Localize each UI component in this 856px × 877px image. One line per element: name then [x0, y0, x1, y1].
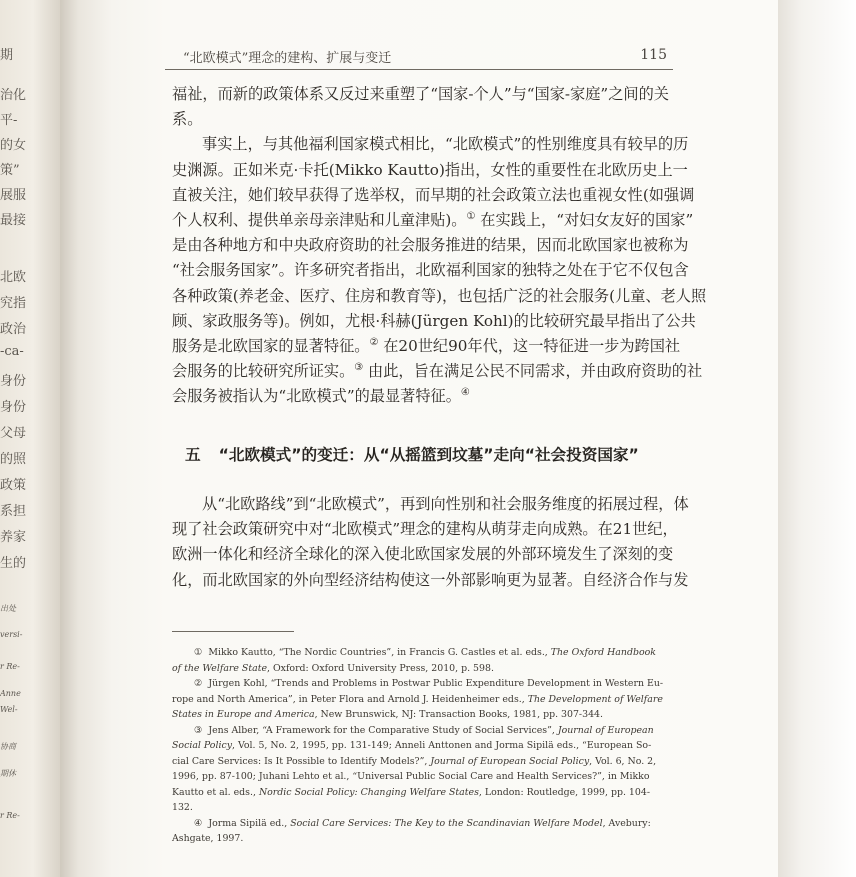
- text-line: 从“北欧路线”到“北欧模式”，再到向性别和社会服务维度的拓展过程，体: [202, 495, 689, 513]
- facing-page-fragment: 策”: [0, 163, 20, 178]
- body-text-lower: [172, 492, 689, 593]
- facing-page-fragment: 期: [0, 48, 14, 63]
- text-segment: 在20世纪90年代，这一特征进一步为跨国社: [383, 336, 681, 355]
- footnote-line: [172, 645, 672, 661]
- text-line: 顾、家政服务等)。例如，尤根·科赫(Jürgen Kohl)的比较研究最早指出了公共: [172, 311, 696, 330]
- footnote-text: Jorma Sipilä ed.,: [208, 817, 291, 829]
- text-segment: 在实践上，“对妇女友好的国家”: [480, 210, 694, 229]
- footnote-ref[interactable]: ①: [466, 210, 476, 222]
- text-line: 福祉，而新的政策体系又反过来重塑了“国家-个人”与“国家-家庭”之间的关: [172, 85, 669, 103]
- footnote-line: [172, 785, 672, 801]
- footnote-text: , London: Routledge, 1999, pp. 104-: [478, 786, 650, 798]
- footnote-title: The Oxford Handbook: [550, 647, 656, 658]
- footnote-title: of the Welfare State: [172, 662, 268, 674]
- footnote-title: Nordic Social Policy: Changing Welfare States: [258, 786, 479, 798]
- footnote-line: [172, 692, 672, 708]
- footnote-marker: ③: [194, 724, 203, 736]
- facing-page-fragment: 究指: [0, 296, 27, 311]
- text-line: 系。: [172, 110, 203, 129]
- text-line: 各种政策(养老金、医疗、住房和教育等)，也包括广泛的社会服务(儿童、老人照: [172, 286, 707, 305]
- section-number: 五: [185, 446, 201, 464]
- facing-page-fragment: 最接: [0, 213, 27, 228]
- facing-page-fragment: Anne: [0, 689, 21, 698]
- footnote-text: 132.: [172, 802, 193, 813]
- book-gutter: [60, 0, 112, 877]
- footnote-line: [172, 723, 672, 739]
- facing-page-fragment: 生的: [0, 556, 27, 571]
- facing-page-fragment: 的照: [0, 452, 27, 467]
- facing-page-fragment: 政治: [0, 322, 27, 337]
- facing-page-edge: [0, 0, 60, 877]
- footnote-text: Mikko Kautto, “The Nordic Countries”, in Francis G. Castles et al. eds.,: [208, 647, 551, 658]
- footnote-ref[interactable]: ④: [460, 387, 470, 399]
- facing-page-fragment: 出处: [0, 604, 16, 613]
- facing-page-fragment: 平-: [0, 113, 18, 128]
- facing-page-fragment: 北欧: [0, 270, 27, 285]
- facing-page-fragment: 的女: [0, 138, 27, 153]
- text-line: 是由各种地方和中央政府资助的社会服务推进的结果，因而北欧国家也被称为: [172, 236, 689, 255]
- facing-page-fragment: r Re-: [0, 662, 20, 671]
- footnote-text: Jürgen Kohl, “Trends and Problems in Postwar Public Expenditure Development in Western Eu-: [208, 678, 664, 689]
- footnote-separator: [172, 631, 294, 632]
- running-title: “北欧模式”理念的建构、扩展与变迁: [183, 51, 392, 66]
- footnote-text: , Oxford: Oxford University Press, 2010, p. 598.: [267, 662, 494, 674]
- text-segment: 个人权利、提供单亲母亲津贴和儿童津贴)。: [172, 210, 467, 229]
- footnote-marker: ②: [194, 678, 203, 689]
- text-line: 欧洲一体化和经济全球化的深入使北欧国家发展的外部环境发生了深刻的变: [172, 545, 674, 564]
- page-number: 115: [640, 47, 667, 63]
- facing-page-fragment: 父母: [0, 426, 27, 441]
- footnote-marker: ④: [194, 817, 203, 829]
- footnote-text: 1996, pp. 87-100; Juhani Lehto et al., “Universal Public Social Care and Health Services?”, in Mikko: [172, 771, 650, 782]
- footnote-text: , Vol. 6, No. 2,: [589, 755, 657, 767]
- text-segment: 会服务被指认为“北欧模式”的最显著特征。: [172, 387, 461, 406]
- footnote-title: The Development of Welfare: [527, 693, 663, 705]
- footnote-title: Social Care Services: The Key to the Scandinavian Welfare Model: [290, 817, 603, 829]
- text-line: 化，而北欧国家的外向型经济结构使这一外部影响更为显著。自经济合作与发: [172, 570, 689, 589]
- text-line: 直被关注，她们较早获得了选举权，而早期的社会政策立法也重视女性(如强调: [172, 185, 695, 204]
- facing-page-fragment: r Re-: [0, 811, 20, 820]
- facing-page-fragment: versi-: [0, 630, 23, 639]
- body-text-upper: [172, 82, 707, 409]
- footnote-line: [172, 676, 672, 692]
- footnote-line: [172, 816, 672, 832]
- footnote-text: , Vol. 5, No. 2, 1995, pp. 131-149; Anneli Anttonen and Jorma Sipilä eds., “European So-: [232, 740, 652, 751]
- footnote-title: Journal of European Social Policy: [430, 755, 590, 767]
- footnotes: [172, 645, 672, 847]
- text-segment: 由此，旨在满足公民不同需求，并由政府资助的社: [368, 362, 703, 381]
- facing-page-fragment: 展服: [0, 188, 27, 203]
- text-line: [172, 334, 681, 359]
- footnote-text: cial Care Services: Is It Possible to Identify Models?”,: [172, 755, 431, 767]
- facing-page-fragment: 期休: [0, 769, 16, 778]
- footnote-line: [172, 661, 672, 677]
- facing-page-fragment: 治化: [0, 88, 27, 103]
- footnote-text: Kautto et al. eds.,: [172, 786, 259, 798]
- footnote-text: Jens Alber, “A Framework for the Comparative Study of Social Services”,: [208, 724, 558, 736]
- text-segment: 服务是北欧国家的显著特征。: [172, 336, 370, 355]
- footnote-line: [172, 769, 672, 785]
- facing-page-fragment: 政策: [0, 478, 27, 493]
- footnote-text: Ashgate, 1997.: [172, 833, 244, 844]
- page-edge: [778, 0, 856, 877]
- running-header: [165, 45, 673, 70]
- footnote-ref[interactable]: ③: [354, 362, 364, 373]
- facing-page-fragment: 身份: [0, 400, 27, 415]
- facing-page-fragment: 养家: [0, 530, 27, 545]
- text-line: 事实上，与其他福利国家模式相比，“北欧模式”的性别维度具有较早的历: [202, 135, 689, 154]
- facing-page-fragment: -ca-: [0, 344, 24, 359]
- footnote-title: Journal of European: [557, 724, 654, 736]
- facing-page-fragment: 协商: [0, 742, 16, 751]
- facing-page-fragment: 系担: [0, 504, 27, 519]
- footnote-line: [172, 754, 672, 770]
- footnote-marker: ①: [194, 647, 203, 658]
- text-line: 史渊源。正如米克·卡托(Mikko Kautto)指出，女性的重要性在北欧历史上一: [172, 160, 688, 179]
- footnote-line: [172, 800, 672, 816]
- text-segment: 会服务的比较研究所证实。: [172, 362, 355, 381]
- footnote-title: States in Europe and America: [172, 709, 315, 720]
- footnote-line: [172, 831, 672, 847]
- footnote-text: , Avebury:: [602, 817, 651, 829]
- section-heading: [185, 443, 675, 465]
- footnote-text: rope and North America”, in Peter Flora and Arnold J. Heidenheimer eds.,: [172, 693, 528, 705]
- footnote-text: , New Brunswick, NJ: Transaction Books, 1981, pp. 307-344.: [314, 709, 603, 720]
- facing-page-fragment: Wel-: [0, 705, 18, 714]
- footnote-title: Social Policy: [172, 740, 232, 751]
- section-title: “北欧模式”的变迁：从“从摇篮到坟墓”走向“社会投资国家”: [218, 446, 639, 464]
- footnote-line: [172, 707, 672, 723]
- footnote-ref[interactable]: ②: [369, 336, 379, 348]
- text-line: 现了社会政策研究中对“北欧模式”理念的建构从萌芽走向成熟。在21世纪，: [172, 520, 678, 539]
- footnote-line: [172, 738, 672, 754]
- text-line: [172, 208, 694, 233]
- facing-page-fragment: 身份: [0, 374, 27, 389]
- text-line: [172, 384, 672, 409]
- text-line: “社会服务国家”。许多研究者指出，北欧福利国家的独特之处在于它不仅包含: [172, 261, 689, 280]
- text-line: [172, 359, 703, 384]
